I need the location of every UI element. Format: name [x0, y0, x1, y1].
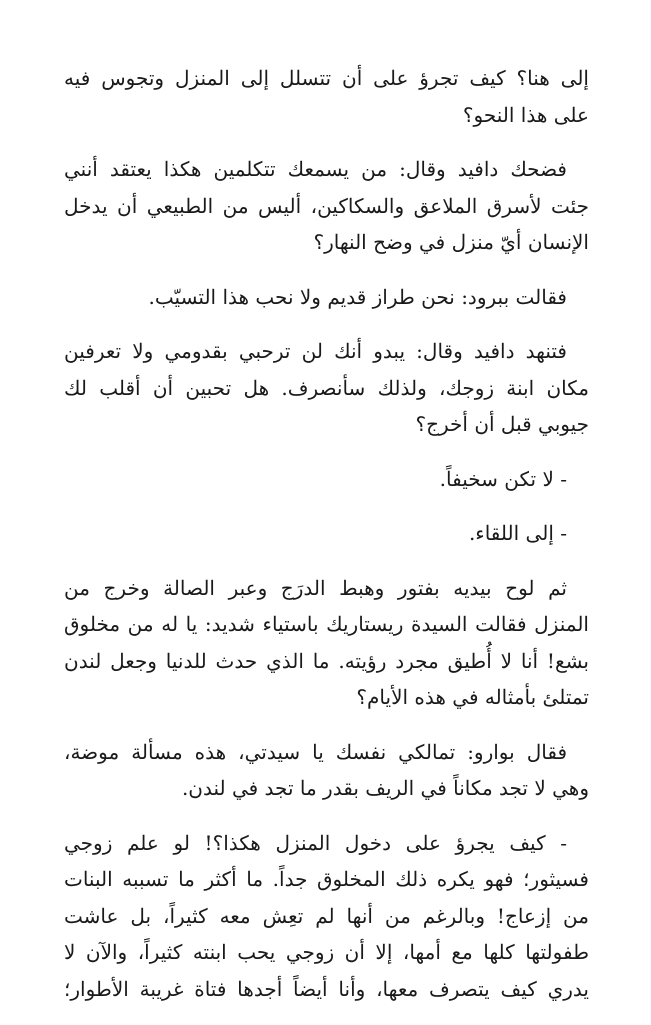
text-line: جئت لأسرق الملاعق والسكاكين، أليس من الطبيعي أن يدخل	[64, 193, 589, 218]
text-line: - كيف يجرؤ على دخول المنزل هكذا؟! لو علم زوجي	[64, 830, 567, 855]
paragraph	[64, 515, 589, 552]
text-line: - إلى اللقاء.	[468, 521, 567, 545]
text-line: من إزعاج! وبالرغم من أنها لم تعِش معه كثيراً، بل عاشت	[64, 903, 589, 928]
paragraph	[64, 734, 589, 807]
paragraph	[64, 825, 589, 1008]
text-line: فقالت ببرود: نحن طراز قديم ولا نحب هذا التسيّب.	[148, 284, 567, 309]
text-line: فتنهد دافيد وقال: يبدو أنك لن ترحبي بقدومي ولا تعرفين	[64, 339, 567, 363]
text-line: يدري كيف يتصرف معها، وأنا أيضاً أجدها فتاة غريبة الأطوار؛	[64, 976, 589, 1001]
text-line: إلى هنا؟ كيف تجرؤ على أن تتسلل إلى المنزل وتجوس فيه	[64, 66, 589, 90]
paragraph	[64, 279, 589, 316]
text-line: - لا تكن سخيفاً.	[439, 466, 567, 491]
text-line: المنزل فقالت السيدة ريستاريك باستياء شديد: يا له من مخلوق	[64, 612, 589, 636]
book-page	[64, 60, 589, 1025]
text-line: فسيثور؛ فهو يكره ذلك المخلوق جداً. ما أكثر ما تسببه البنات	[64, 867, 589, 891]
text-line: فقال بوارو: تمالكي نفسك يا سيدتي، هذه مسألة موضة،	[64, 739, 567, 764]
text-line: فضحك دافيد وقال: من يسمعك تتكلمين هكذا يعتقد أنني	[64, 157, 567, 181]
paragraph	[64, 151, 589, 261]
paragraph	[64, 570, 589, 716]
text-line: مكان ابنة زوجك، ولذلك سأنصرف. هل تحبين أن أقلب لك	[64, 375, 589, 400]
text-line: بشع! أنا لا أُطيق مجرد رؤيته. ما الذي حدث للدنيا وجعل لندن	[64, 648, 590, 673]
text-line: وهي لا تجد مكاناً في الريف بقدر ما تجد في لندن.	[181, 776, 589, 800]
text-line: طفولتها كلها مع أمها، إلا أن زوجي يحب ابنته كثيراً، والآن لا	[64, 940, 589, 964]
text-line: جيوبي قبل أن أخرج؟	[415, 412, 589, 436]
text-line: تمتلئ بأمثاله في هذه الأيام؟	[356, 685, 589, 709]
text-line: على هذا النحو؟	[462, 102, 589, 127]
text-line: ثم لوح بيديه بفتور وهبط الدرَج وعبر الصالة وخرج من	[64, 575, 567, 600]
paragraph	[64, 461, 589, 498]
paragraph	[64, 333, 589, 443]
paragraph	[64, 60, 589, 133]
text-line: الإنسان أيّ منزل في وضح النهار؟	[313, 230, 589, 254]
